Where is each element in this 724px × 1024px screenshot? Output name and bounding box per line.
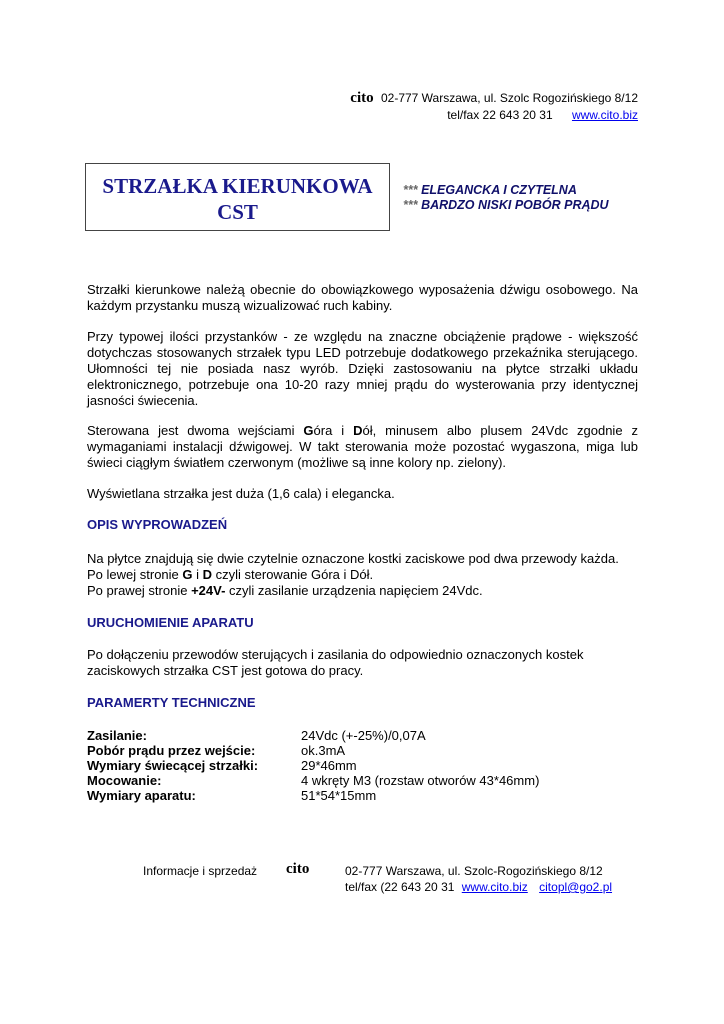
startup-text: Po dołączeniu przewodów sterujących i zasilania do odpowiednio oznaczonych kostek zaciskowych strzałka CST jest gotowa do pracy.	[87, 647, 584, 678]
footer-email-link[interactable]: citopl@go2.pl	[539, 880, 613, 894]
pinout-d: D	[202, 567, 213, 582]
spec-label: Wymiary aparatu:	[87, 788, 196, 803]
section-heading-startup: URUCHOMIENIE APARATU	[87, 615, 254, 630]
spec-value: 29*46mm	[301, 758, 357, 773]
pinout-power: +24V-	[191, 583, 226, 598]
feature-stars: ***	[403, 183, 418, 197]
p3-text-c: ół, minusem albo plusem 24Vdc zgodnie z wymaganiami instalacji dźwigowej. W takt sterowania może pozostać wygaszona, miga lub świeci ciągłym światłem czerwonym (możliwe są inne kolory np. zielony).	[87, 423, 638, 470]
header-brand: cito	[350, 90, 374, 106]
footer-website-link[interactable]: www.cito.biz	[461, 880, 528, 894]
footer-label: Informacje i sprzedaż	[143, 864, 258, 878]
spec-label: Wymiary świecącej strzałki:	[87, 758, 259, 773]
header-website-link[interactable]: www.cito.biz	[571, 108, 638, 122]
intro-paragraph-3	[87, 423, 638, 471]
spec-value: 24Vdc (+-25%)/0,07A	[301, 728, 426, 743]
section-heading-pinout: OPIS WYPROWADZEŃ	[87, 517, 228, 532]
spec-value: 51*54*15mm	[301, 788, 377, 803]
header	[330, 90, 638, 107]
section-heading-specs: PARAMERTY TECHNICZNE	[87, 695, 256, 710]
pinout-line-3-a: Po prawej stronie	[87, 583, 192, 598]
feature-stars: ***	[403, 198, 418, 212]
feature-item	[403, 198, 609, 213]
footer-phone: tel/fax (22 643 20 31	[345, 880, 455, 894]
product-model: CST	[217, 200, 258, 224]
product-title-box	[85, 163, 390, 231]
pinout-line-3-c: czyli zasilanie urządzenia napięciem 24Vdc.	[225, 583, 483, 598]
footer-contact	[345, 880, 612, 894]
footer-address: 02-777 Warszawa, ul. Szolc-Rogozińskiego 8/12	[345, 864, 603, 878]
p3-text-a: Sterowana jest dwoma wejściami	[87, 423, 304, 438]
p3-g: G	[303, 423, 314, 438]
pinout-line-1: Na płytce znajdują się dwie czytelnie oznaczone kostki zaciskowe pod dwa przewody każda.	[87, 551, 619, 566]
feature-text: BARDZO NISKI POBÓR PRĄDU	[417, 198, 609, 212]
intro-paragraph-2: Przy typowej ilości przystanków - ze względu na znaczne obciążenie prądowe - większość dotychczas stosowanych strzałek typu LED potrzebuje dodatkowego przekaźnika sterującego. Ułomności tej nie posiada nasz wyrób. Dzięki zastosowaniu na płytce strzałki układu elektronicznego, potrzebuje ona 10-20 razy mniej prądu do wysterowania przy identycznej jasności świecenia.	[87, 329, 638, 408]
spec-value: ok.3mA	[301, 743, 346, 758]
header-contact	[380, 108, 638, 122]
product-title: STRZAŁKA KIERUNKOWA	[102, 174, 373, 198]
feature-item	[403, 183, 609, 198]
spec-label: Pobór prądu przez wejście:	[87, 743, 256, 758]
pinout-line-2-e: czyli sterowanie Góra i Dół.	[212, 567, 374, 582]
pinout-line-2	[87, 567, 638, 583]
spec-label: Zasilanie:	[87, 728, 147, 743]
feature-text: ELEGANCKA I CZYTELNA	[417, 183, 577, 197]
pinout-line-2-c: i	[192, 567, 203, 582]
footer-brand: cito	[286, 861, 310, 877]
spec-value: 4 wkręty M3 (rozstaw otworów 43*46mm)	[301, 773, 540, 788]
intro-paragraph-1: Strzałki kierunkowe należą obecnie do obowiązkowego wyposażenia dźwigu osobowego. Na każdym przystanku muszą wizualizować ruch kabiny.	[87, 282, 638, 313]
p3-text-b: óra i	[313, 423, 354, 438]
pinout-g: G	[182, 567, 193, 582]
feature-list	[403, 183, 609, 213]
header-phone: tel/fax 22 643 20 31	[447, 108, 553, 122]
pinout-line-3	[87, 583, 638, 599]
spec-label: Mocowanie:	[87, 773, 162, 788]
header-address: 02-777 Warszawa, ul. Szolc Rogozińskiego 8/12	[380, 91, 638, 105]
intro-paragraph-4: Wyświetlana strzałka jest duża (1,6 cala) i elegancka.	[87, 486, 395, 501]
p3-d: D	[353, 423, 363, 438]
pinout-line-2-a: Po lewej stronie	[87, 567, 183, 582]
